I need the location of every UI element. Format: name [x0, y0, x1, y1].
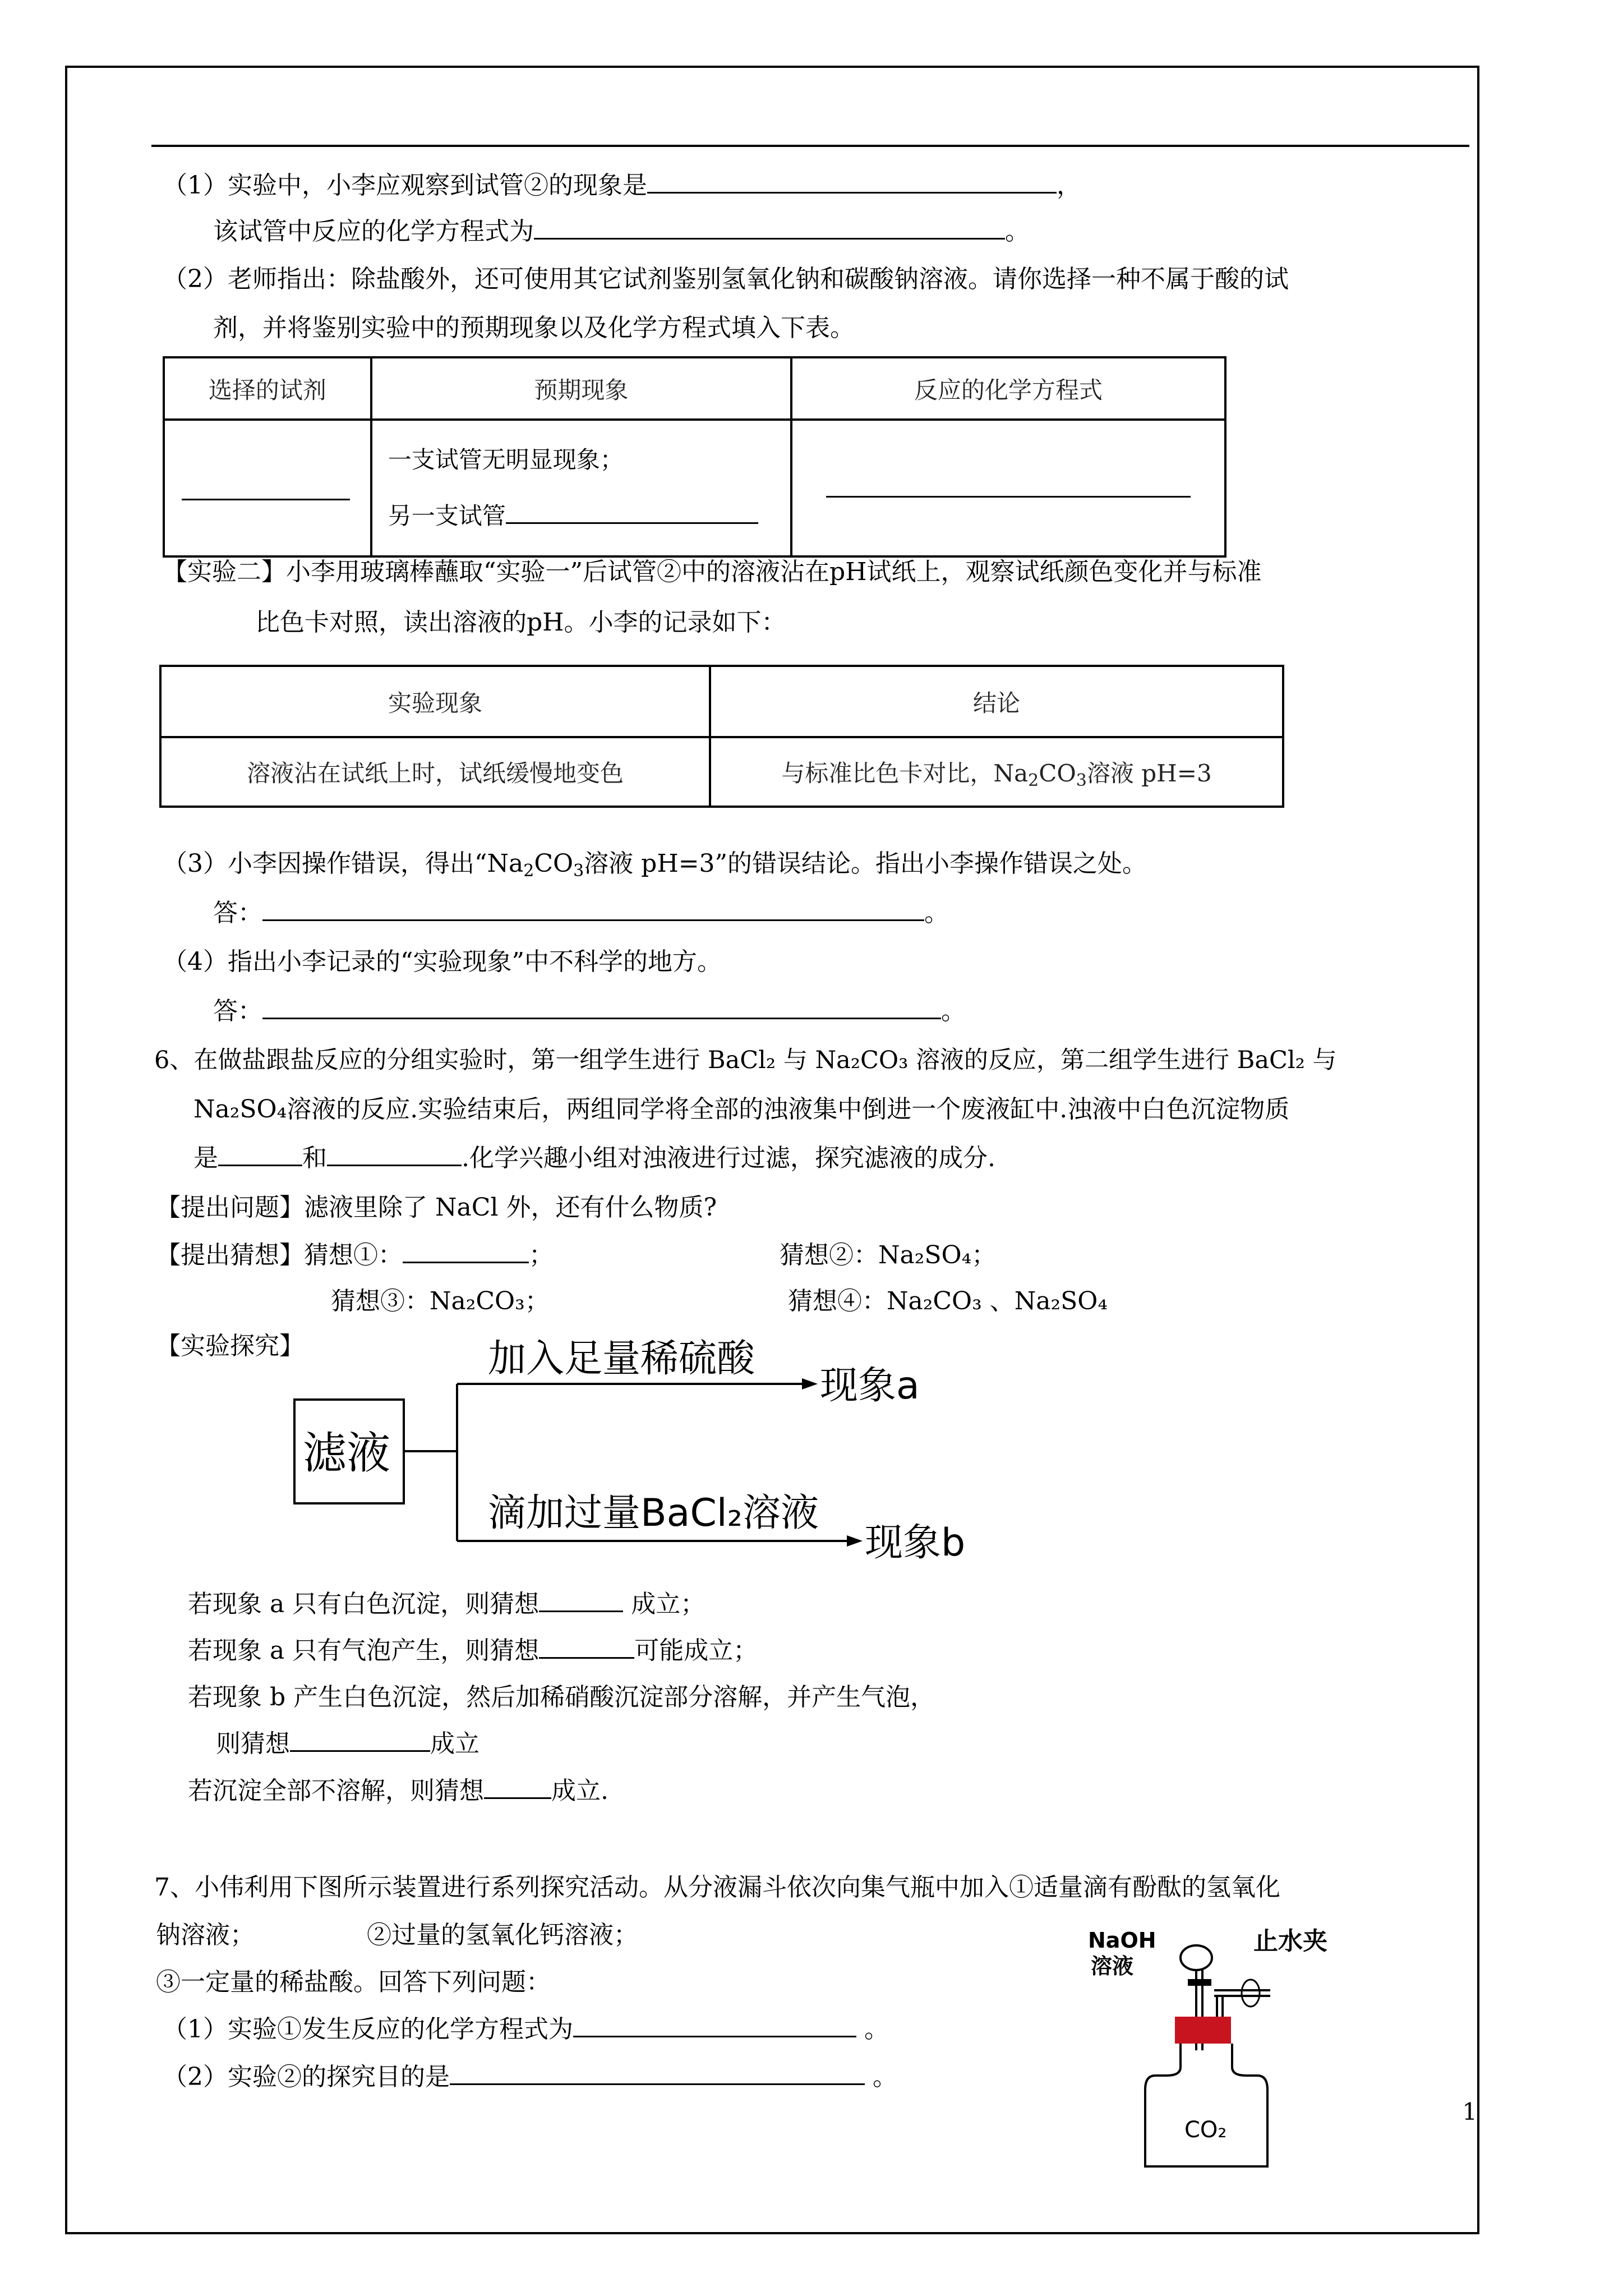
- answer-blank[interactable]: [539, 1636, 634, 1659]
- question-2-line-2: 剂，并将鉴别实验中的预期现象以及化学方程式填入下表。: [213, 314, 855, 342]
- question-2-line-1: （2）老师指出：除盐酸外，还可使用其它试剂鉴别氢氧化钠和碳酸钠溶液。请你选择一种不属于酸的试: [163, 265, 1289, 293]
- add-sulfuric-acid-label: 加入足量稀硫酸: [488, 1337, 755, 1381]
- reagent-table: [163, 356, 1227, 558]
- result-5: 若沉淀全部不溶解，则猜想 成立.: [188, 1777, 608, 1805]
- explore-label: 【实验探究】: [156, 1332, 304, 1360]
- question-7-sub-1: （1）实验①发生反应的化学方程式为 。: [163, 2015, 889, 2044]
- question-7-line-2: 钠溶液； ②过量的氢氧化钙溶液；: [156, 1921, 638, 1949]
- question-7-line-3: ③一定量的稀盐酸。回答下列问题：: [156, 1968, 551, 1996]
- table-header: 选择的试剂: [164, 357, 371, 420]
- naoh-label: NaOH: [1088, 1928, 1156, 1953]
- answer-blank[interactable]: [262, 996, 941, 1019]
- answer-blank[interactable]: [327, 1143, 462, 1166]
- expected-phenomenon-1: 一支试管无明显现象；: [388, 446, 624, 473]
- answer-blank[interactable]: [290, 1729, 430, 1752]
- answer-blank[interactable]: [262, 898, 924, 921]
- question-6-line-3: 是 和 .化学兴趣小组对浊液进行过滤，探究滤液的成分.: [193, 1144, 995, 1172]
- result-1: 若现象 a 只有白色沉淀，则猜想 成立；: [188, 1590, 706, 1618]
- answer-blank[interactable]: [484, 1776, 551, 1799]
- solution-label: 溶液: [1091, 1954, 1134, 1978]
- guess-1: 【提出猜想】猜想①： ；: [156, 1241, 554, 1269]
- experiment-2-line-2: 比色卡对照，读出溶液的pH。小李的记录如下：: [255, 608, 786, 637]
- question-6-line-1: 6、在做盐跟盐反应的分组实验时，第一组学生进行 BaCl₂ 与 Na₂CO₃ 溶液的反应，第二组学生进行 BaCl₂ 与: [154, 1046, 1337, 1074]
- record-conclusion: 与标准比色卡对比，$Na_2CO_3$溶液 pH=3: [710, 737, 1283, 807]
- header-rule: [151, 145, 1469, 147]
- stopper-icon: [1175, 2017, 1231, 2044]
- result-2: 若现象 a 只有气泡产生，则猜想 可能成立；: [188, 1636, 758, 1665]
- answer-blank[interactable]: [647, 171, 1057, 194]
- answer-3: 答： 。: [213, 899, 949, 927]
- guess-3: 猜想③：Na₂CO₃；: [331, 1287, 550, 1315]
- experiment-2-line-1: 【实验二】小李用玻璃棒蘸取“实验一”后试管②中的溶液沾在pH试纸上，观察试纸颜色变化并与标准: [163, 558, 1262, 586]
- guess-4: 猜想④：Na₂CO₃ 、Na₂SO₄: [788, 1287, 1108, 1315]
- question-4: （4）指出小李记录的“实验现象”中不科学的地方。: [163, 947, 722, 976]
- water-clamp-icon: [1242, 1980, 1260, 2007]
- result-3: 若现象 b 产生白色沉淀，然后加稀硝酸沉淀部分溶解，并产生气泡，: [188, 1683, 935, 1711]
- answer-blank[interactable]: [534, 217, 1005, 240]
- add-bacl2-label: 滴加过量BaCl₂溶液: [488, 1491, 819, 1535]
- answer-blank[interactable]: [573, 2014, 856, 2037]
- table-header: 预期现象: [371, 357, 791, 420]
- table-header: 结论: [710, 666, 1283, 737]
- answer-4: 答： 。: [213, 997, 966, 1025]
- record-table: [159, 665, 1284, 808]
- separatory-funnel-icon: [1181, 1945, 1212, 1970]
- answer-blank[interactable]: [450, 2062, 865, 2085]
- question-1-line-2: 该试管中反应的化学方程式为 。: [213, 217, 1030, 246]
- record-phenomenon: 溶液沾在试纸上时，试纸缓慢地变色: [160, 737, 710, 807]
- filtrate-label: 滤液: [303, 1428, 391, 1479]
- expected-phenomenon-2: 另一支试管: [388, 488, 774, 544]
- filtrate-flow-diagram: [280, 1321, 981, 1568]
- question-1-line-1: （1）实验中，小李应观察到试管②的现象是 ，: [163, 171, 1081, 200]
- question-1-text: （1）实验中，小李应观察到试管②的现象是: [163, 171, 647, 200]
- co2-label: CO₂: [1184, 2117, 1227, 2143]
- table-header: 反应的化学方程式: [791, 357, 1225, 420]
- phenomenon-b-label: 现象b: [865, 1521, 966, 1565]
- question-3: （3）小李因操作错误，得出“$Na_2CO_3$溶液 pH=3”的错误结论。指出小李操作错误之处。: [163, 849, 1147, 881]
- guess-2: 猜想②：Na₂SO₄；: [780, 1241, 997, 1269]
- co2-apparatus-diagram: [1082, 1896, 1374, 2177]
- result-4: 则猜想 成立: [216, 1729, 479, 1758]
- table-header: 实验现象: [160, 666, 710, 737]
- answer-blank[interactable]: [403, 1240, 529, 1263]
- equation-blank[interactable]: [826, 473, 1191, 498]
- page-number: 1: [1462, 2098, 1477, 2125]
- answer-blank[interactable]: [218, 1143, 302, 1166]
- question-7-sub-2: （2）实验②的探究目的是 。: [163, 2063, 897, 2091]
- water-clamp-label: 止水夹: [1253, 1927, 1327, 1955]
- question-1-text-2: 该试管中反应的化学方程式为: [213, 217, 534, 246]
- answer-blank[interactable]: [506, 501, 758, 524]
- question-7-line-1: 7、小伟利用下图所示装置进行系列探究活动。从分液漏斗依次向集气瓶中加入①适量滴有酚酞的氢氧化: [154, 1873, 1280, 1902]
- gas-bottle-icon: [1145, 2044, 1267, 2166]
- answer-blank[interactable]: [539, 1589, 623, 1612]
- phenomenon-a-label: 现象a: [820, 1364, 920, 1408]
- question-6-line-2: Na₂SO₄溶液的反应.实验结束后，两组同学将全部的浊液集中倒进一个废液缸中.浊液中白色沉淀物质: [193, 1095, 1290, 1124]
- ask-question: 【提出问题】滤液里除了 NaCl 外，还有什么物质?: [156, 1193, 717, 1222]
- reagent-blank[interactable]: [182, 471, 350, 500]
